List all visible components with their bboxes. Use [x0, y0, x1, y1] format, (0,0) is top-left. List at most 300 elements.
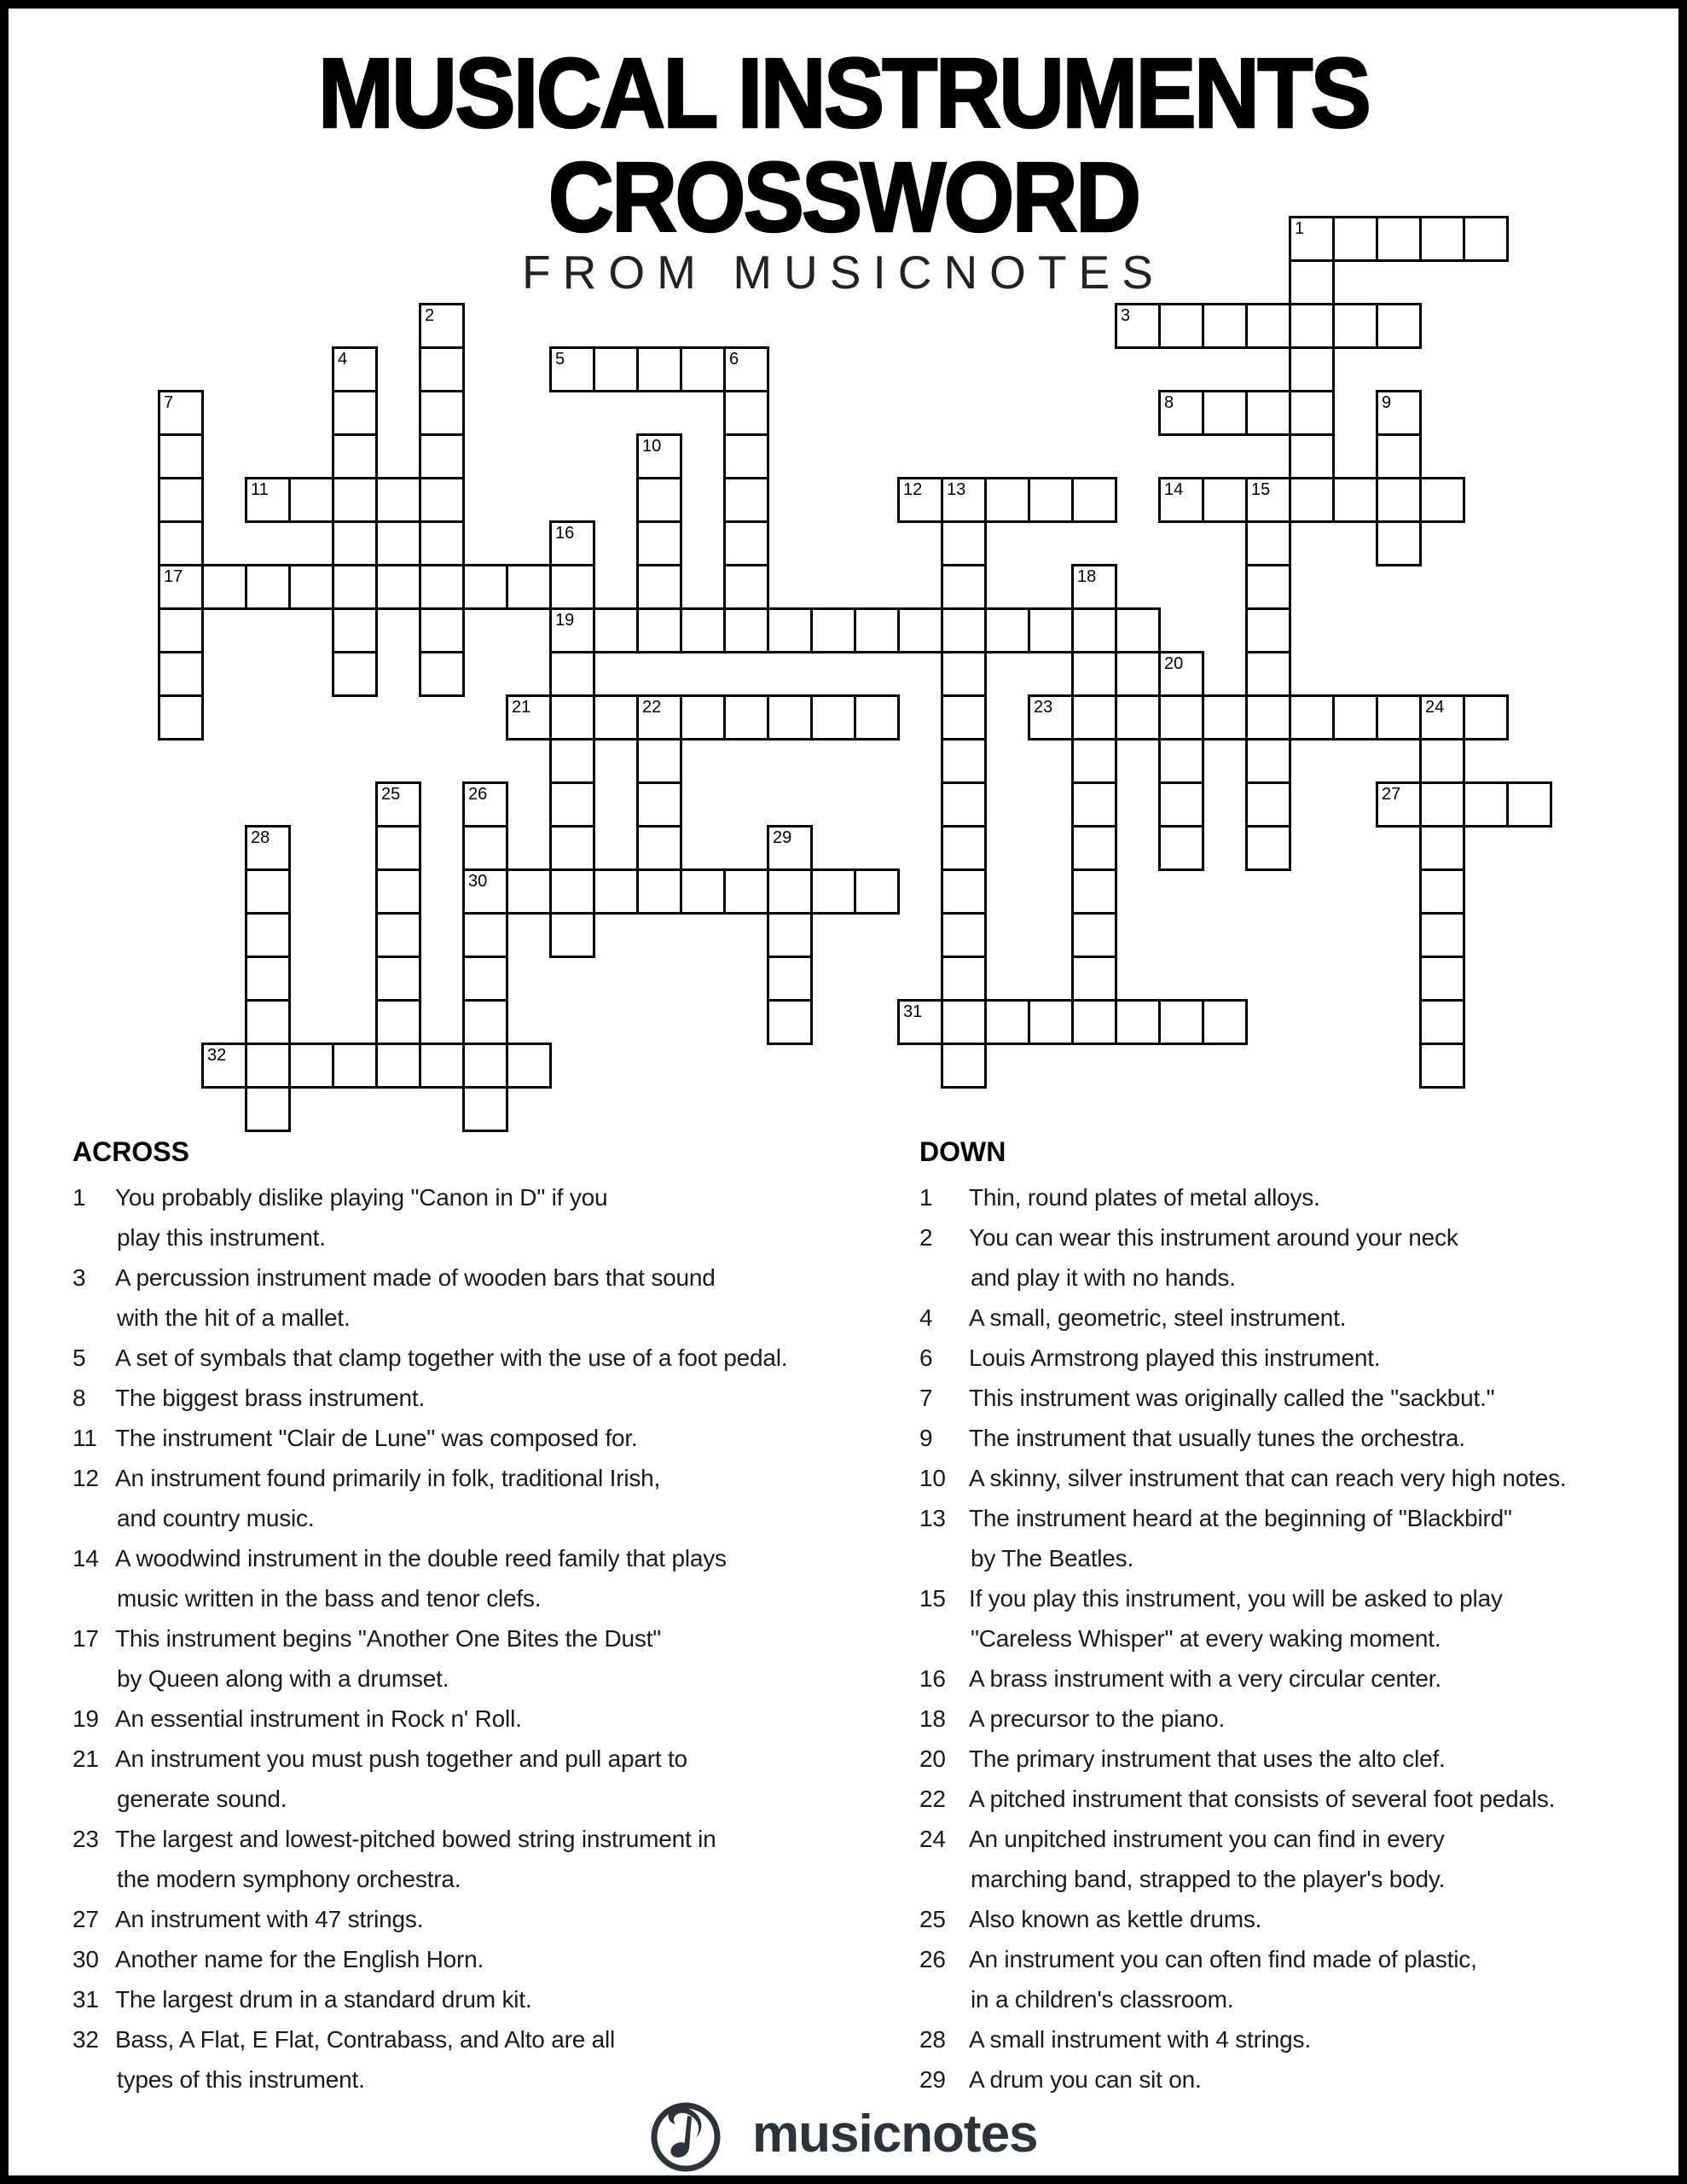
- grid-cell[interactable]: [1158, 781, 1204, 828]
- grid-cell[interactable]: [723, 868, 769, 915]
- clue-number: 17: [72, 1625, 99, 1652]
- grid-cell[interactable]: [288, 477, 334, 523]
- grid-cell[interactable]: [332, 564, 378, 610]
- grid-cell[interactable]: [245, 912, 291, 958]
- clue-text: The instrument heard at the beginning of "Blackbird": [969, 1505, 1512, 1531]
- grid-cell[interactable]: [332, 390, 378, 436]
- grid-cell[interactable]: [680, 868, 726, 915]
- grid-cell[interactable]: [636, 738, 682, 784]
- grid-cell[interactable]: [1071, 868, 1117, 915]
- grid-cell[interactable]: [897, 607, 943, 653]
- clue: [72, 1699, 787, 1739]
- grid-cell[interactable]: [1071, 694, 1117, 741]
- grid-cell[interactable]: [1071, 781, 1117, 828]
- crossword-grid: [158, 216, 1552, 1132]
- grid-cell[interactable]: [680, 607, 726, 653]
- grid-cell[interactable]: [941, 956, 987, 1002]
- grid-cell[interactable]: [419, 390, 465, 436]
- clue: [72, 1458, 787, 1498]
- clue: [919, 2059, 1566, 2100]
- grid-cell[interactable]: [810, 694, 856, 741]
- grid-cell[interactable]: [767, 956, 813, 1002]
- cell-number: 27: [1382, 785, 1401, 804]
- clue: [72, 2019, 787, 2059]
- grid-cell[interactable]: [1289, 216, 1335, 262]
- grid-cell[interactable]: [984, 607, 1030, 653]
- grid-cell[interactable]: [1202, 999, 1248, 1045]
- grid-cell[interactable]: [419, 651, 465, 697]
- grid-cell[interactable]: [1419, 781, 1465, 828]
- grid-cell[interactable]: [941, 1043, 987, 1089]
- grid-cell[interactable]: [245, 868, 291, 915]
- grid-cell[interactable]: [1245, 738, 1291, 784]
- clue-text: The instrument that usually tunes the orchestra.: [969, 1425, 1465, 1451]
- grid-cell[interactable]: [1071, 825, 1117, 871]
- grid-cell[interactable]: [767, 694, 813, 741]
- grid-cell[interactable]: [1071, 738, 1117, 784]
- grid-cell[interactable]: [1419, 956, 1465, 1002]
- grid-cell[interactable]: [1028, 694, 1074, 741]
- clue-text: The primary instrument that uses the alto clef.: [969, 1745, 1446, 1772]
- grid-cell[interactable]: [1245, 781, 1291, 828]
- grid-cell[interactable]: [1115, 694, 1161, 741]
- grid-cell[interactable]: [549, 781, 595, 828]
- grid-cell[interactable]: [549, 346, 595, 392]
- clue: [919, 1418, 1566, 1458]
- grid-cell[interactable]: [1245, 477, 1291, 523]
- cell-number: 23: [1034, 698, 1053, 717]
- cell-number: 15: [1251, 480, 1271, 499]
- clue: [919, 1699, 1566, 1739]
- grid-cell[interactable]: [1028, 999, 1074, 1045]
- cell-number: 4: [338, 350, 348, 369]
- grid-cell[interactable]: [419, 520, 465, 566]
- cell-number: 13: [947, 480, 966, 499]
- cell-number: 11: [251, 480, 269, 499]
- grid-cell[interactable]: [1419, 999, 1465, 1045]
- clue: [72, 1899, 787, 1939]
- grid-cell[interactable]: [593, 868, 639, 915]
- grid-cell[interactable]: [897, 477, 943, 523]
- grid-cell[interactable]: [941, 651, 987, 697]
- grid-cell[interactable]: [1115, 999, 1161, 1045]
- cell-number: 32: [207, 1046, 227, 1065]
- grid-cell[interactable]: [767, 999, 813, 1045]
- grid-cell[interactable]: [549, 694, 595, 741]
- clue: [72, 1378, 787, 1418]
- clue: [72, 1618, 787, 1658]
- grid-cell[interactable]: [723, 390, 769, 436]
- grid-cell[interactable]: [1245, 390, 1291, 436]
- grid-cell[interactable]: [636, 694, 682, 741]
- grid-cell[interactable]: [158, 433, 204, 479]
- grid-cell[interactable]: [1376, 520, 1422, 566]
- clue-number: 8: [72, 1385, 86, 1411]
- grid-cell[interactable]: [1071, 999, 1117, 1045]
- clue: [919, 1378, 1566, 1418]
- grid-cell[interactable]: [375, 1043, 421, 1089]
- cell-number: 29: [773, 828, 792, 847]
- grid-cell[interactable]: [462, 1086, 508, 1132]
- grid-cell[interactable]: [1245, 564, 1291, 610]
- grid-cell[interactable]: [1289, 694, 1335, 741]
- grid-cell[interactable]: [1463, 694, 1509, 741]
- grid-cell[interactable]: [680, 694, 726, 741]
- cell-number: 10: [642, 437, 662, 456]
- clue-number: 23: [72, 1826, 99, 1852]
- grid-cell[interactable]: [1245, 607, 1291, 653]
- clue-text: The largest drum in a standard drum kit.: [115, 1986, 532, 2013]
- grid-cell[interactable]: [288, 1043, 334, 1089]
- clue-number: 31: [72, 1986, 99, 2013]
- grid-cell[interactable]: [984, 477, 1030, 523]
- grid-cell[interactable]: [549, 520, 595, 566]
- cell-number: 18: [1077, 567, 1097, 586]
- grid-cell[interactable]: [549, 564, 595, 610]
- grid-cell[interactable]: [854, 694, 900, 741]
- grid-cell[interactable]: [201, 564, 247, 610]
- clue-number: 2: [919, 1224, 933, 1251]
- grid-cell[interactable]: [723, 520, 769, 566]
- grid-cell[interactable]: [723, 694, 769, 741]
- clue-number: 5: [72, 1345, 86, 1371]
- grid-cell[interactable]: [245, 477, 291, 523]
- clue-number: 6: [919, 1345, 933, 1371]
- grid-cell[interactable]: [767, 607, 813, 653]
- grid-cell[interactable]: [549, 912, 595, 958]
- down-clues-section: [919, 1135, 1566, 2100]
- grid-cell[interactable]: [1028, 477, 1074, 523]
- clue-text: A skinny, silver instrument that can reach very high notes.: [969, 1465, 1567, 1491]
- cell-number: 8: [1164, 393, 1174, 412]
- grid-cell[interactable]: [419, 564, 465, 610]
- clue-number: 26: [919, 1946, 946, 1972]
- grid-cell[interactable]: [1332, 694, 1378, 741]
- grid-cell[interactable]: [375, 477, 421, 523]
- clue-text: This instrument was originally called the "sackbut.": [969, 1385, 1495, 1411]
- grid-cell[interactable]: [245, 1086, 291, 1132]
- grid-cell[interactable]: [1158, 651, 1204, 697]
- grid-cell[interactable]: [723, 564, 769, 610]
- cell-number: 2: [425, 306, 435, 325]
- grid-cell[interactable]: [419, 303, 465, 349]
- grid-cell[interactable]: [1202, 477, 1248, 523]
- grid-cell[interactable]: [941, 999, 987, 1045]
- grid-cell[interactable]: [1376, 303, 1422, 349]
- grid-cell[interactable]: [1245, 520, 1291, 566]
- clue-text-continued: generate sound.: [117, 1786, 287, 1812]
- grid-cell[interactable]: [941, 781, 987, 828]
- grid-cell[interactable]: [419, 433, 465, 479]
- grid-cell[interactable]: [462, 781, 508, 828]
- cell-number: 6: [729, 350, 739, 369]
- grid-cell[interactable]: [158, 564, 204, 610]
- grid-cell[interactable]: [767, 912, 813, 958]
- grid-cell[interactable]: [1071, 651, 1117, 697]
- grid-cell[interactable]: [593, 607, 639, 653]
- grid-cell[interactable]: [1289, 259, 1335, 305]
- grid-cell[interactable]: [1419, 477, 1465, 523]
- grid-cell[interactable]: [1419, 912, 1465, 958]
- grid-cell[interactable]: [375, 781, 421, 828]
- grid-cell[interactable]: [419, 607, 465, 653]
- clue-number: 25: [919, 1906, 946, 1932]
- grid-cell[interactable]: [1071, 912, 1117, 958]
- cell-number: 16: [555, 524, 575, 543]
- cell-number: 30: [468, 872, 488, 891]
- grid-cell[interactable]: [1158, 390, 1204, 436]
- grid-cell[interactable]: [462, 564, 508, 610]
- clue-text: A pitched instrument that consists of several foot pedals.: [969, 1786, 1556, 1812]
- clue-text: An instrument you must push together and pull apart to: [115, 1745, 687, 1772]
- grid-cell[interactable]: [941, 912, 987, 958]
- clue: [919, 1899, 1566, 1939]
- grid-cell[interactable]: [462, 999, 508, 1045]
- grid-cell[interactable]: [1158, 477, 1204, 523]
- grid-cell[interactable]: [1419, 738, 1465, 784]
- grid-cell[interactable]: [1289, 433, 1335, 479]
- clue-text-continued: the modern symphony orchestra.: [117, 1866, 461, 1892]
- grid-cell[interactable]: [158, 651, 204, 697]
- grid-cell[interactable]: [1202, 694, 1248, 741]
- grid-cell[interactable]: [158, 520, 204, 566]
- grid-cell[interactable]: [375, 956, 421, 1002]
- grid-cell[interactable]: [549, 825, 595, 871]
- cell-number: 19: [555, 611, 575, 630]
- across-clue-list: [72, 1177, 787, 2100]
- clue-text: You probably dislike playing "Canon in D" if you: [115, 1184, 608, 1211]
- grid-cell[interactable]: [1245, 303, 1291, 349]
- clue-text: A drum you can sit on.: [969, 2066, 1202, 2093]
- grid-cell[interactable]: [245, 564, 291, 610]
- clue-text: You can wear this instrument around your neck: [969, 1224, 1458, 1251]
- grid-cell[interactable]: [375, 564, 421, 610]
- grid-cell[interactable]: [593, 346, 639, 392]
- grid-cell[interactable]: [810, 868, 856, 915]
- grid-cell[interactable]: [375, 868, 421, 915]
- down-clue-list: [919, 1177, 1566, 2100]
- grid-cell[interactable]: [636, 825, 682, 871]
- grid-cell[interactable]: [1289, 390, 1335, 436]
- grid-cell[interactable]: [506, 868, 552, 915]
- grid-cell[interactable]: [636, 477, 682, 523]
- grid-cell[interactable]: [375, 912, 421, 958]
- clue: [919, 1739, 1566, 1779]
- grid-cell[interactable]: [549, 868, 595, 915]
- grid-cell[interactable]: [158, 477, 204, 523]
- grid-cell[interactable]: [158, 607, 204, 653]
- clue: [72, 1939, 787, 1979]
- grid-cell[interactable]: [636, 781, 682, 828]
- grid-cell[interactable]: [419, 1043, 465, 1089]
- clue-number: 30: [72, 1946, 99, 1972]
- grid-cell[interactable]: [549, 607, 595, 653]
- clue: [919, 1217, 1566, 1258]
- grid-cell[interactable]: [1028, 607, 1074, 653]
- grid-cell[interactable]: [245, 999, 291, 1045]
- clue-text-continued: types of this instrument.: [117, 2066, 365, 2093]
- grid-cell[interactable]: [1289, 477, 1335, 523]
- grid-cell[interactable]: [1376, 433, 1422, 479]
- grid-cell[interactable]: [1419, 868, 1465, 915]
- grid-cell[interactable]: [1419, 825, 1465, 871]
- page-title-line1: MUSICAL INSTRUMENTS: [317, 38, 1370, 148]
- grid-cell[interactable]: [1158, 999, 1204, 1045]
- cell-number: 21: [512, 698, 531, 717]
- clue: [72, 1538, 787, 1578]
- grid-cell[interactable]: [941, 694, 987, 741]
- grid-cell[interactable]: [897, 999, 943, 1045]
- grid-cell[interactable]: [1245, 825, 1291, 871]
- grid-cell[interactable]: [1289, 303, 1335, 349]
- grid-cell[interactable]: [1376, 477, 1422, 523]
- grid-cell[interactable]: [158, 694, 204, 741]
- grid-cell[interactable]: [1419, 216, 1465, 262]
- clue-text-continued: play this instrument.: [117, 1224, 326, 1251]
- grid-cell[interactable]: [1289, 346, 1335, 392]
- grid-cell[interactable]: [506, 694, 552, 741]
- grid-cell[interactable]: [506, 1043, 552, 1089]
- grid-cell[interactable]: [462, 912, 508, 958]
- grid-cell[interactable]: [680, 346, 726, 392]
- grid-cell[interactable]: [549, 651, 595, 697]
- grid-cell[interactable]: [854, 607, 900, 653]
- clue: [72, 1739, 787, 1779]
- clue-number: 10: [919, 1465, 946, 1491]
- grid-cell[interactable]: [854, 868, 900, 915]
- grid-cell[interactable]: [332, 520, 378, 566]
- grid-cell[interactable]: [1332, 477, 1378, 523]
- grid-cell[interactable]: [1376, 390, 1422, 436]
- grid-cell[interactable]: [723, 477, 769, 523]
- grid-cell[interactable]: [201, 1043, 247, 1089]
- clue-number: 18: [919, 1705, 946, 1732]
- grid-cell[interactable]: [1158, 303, 1204, 349]
- grid-cell[interactable]: [941, 825, 987, 871]
- grid-cell[interactable]: [1115, 303, 1161, 349]
- grid-cell[interactable]: [984, 999, 1030, 1045]
- grid-cell[interactable]: [941, 477, 987, 523]
- grid-cell[interactable]: [1071, 477, 1117, 523]
- down-header: DOWN: [919, 1136, 1006, 1167]
- grid-cell[interactable]: [1463, 781, 1509, 828]
- clue: [919, 1498, 1566, 1538]
- clue: [919, 1939, 1566, 1979]
- grid-cell[interactable]: [1158, 738, 1204, 784]
- grid-cell[interactable]: [1158, 825, 1204, 871]
- grid-cell[interactable]: [506, 564, 552, 610]
- grid-cell[interactable]: [636, 520, 682, 566]
- grid-cell[interactable]: [1158, 694, 1204, 741]
- clue-text-continued: music written in the bass and tenor clefs.: [117, 1585, 542, 1612]
- grid-cell[interactable]: [1071, 564, 1117, 610]
- grid-cell[interactable]: [245, 956, 291, 1002]
- grid-cell[interactable]: [332, 651, 378, 697]
- grid-cell[interactable]: [1245, 694, 1291, 741]
- grid-cell[interactable]: [1419, 1043, 1465, 1089]
- grid-cell[interactable]: [549, 738, 595, 784]
- grid-cell[interactable]: [332, 346, 378, 392]
- grid-cell[interactable]: [1071, 956, 1117, 1002]
- grid-cell[interactable]: [245, 825, 291, 871]
- clue-number: 13: [919, 1505, 946, 1531]
- clue-text-continued: and country music.: [117, 1505, 315, 1531]
- grid-cell[interactable]: [941, 738, 987, 784]
- grid-cell[interactable]: [723, 346, 769, 392]
- grid-cell[interactable]: [375, 999, 421, 1045]
- grid-cell[interactable]: [375, 825, 421, 871]
- grid-cell[interactable]: [1376, 694, 1422, 741]
- clue-text: Another name for the English Horn.: [115, 1946, 484, 1972]
- grid-cell[interactable]: [462, 1043, 508, 1089]
- grid-cell[interactable]: [636, 564, 682, 610]
- grid-cell[interactable]: [462, 956, 508, 1002]
- clue-text: This instrument begins "Another One Bites the Dust": [115, 1625, 661, 1652]
- grid-cell[interactable]: [332, 1043, 378, 1089]
- grid-cell[interactable]: [462, 825, 508, 871]
- grid-cell[interactable]: [636, 868, 682, 915]
- clue-text-continued: by The Beatles.: [971, 1545, 1134, 1571]
- grid-cell[interactable]: [245, 1043, 291, 1089]
- grid-cell[interactable]: [941, 607, 987, 653]
- grid-cell[interactable]: [332, 477, 378, 523]
- grid-cell[interactable]: [941, 520, 987, 566]
- grid-cell[interactable]: [1245, 651, 1291, 697]
- grid-cell[interactable]: [1376, 781, 1422, 828]
- grid-cell[interactable]: [1071, 607, 1117, 653]
- grid-cell[interactable]: [723, 433, 769, 479]
- grid-cell[interactable]: [1419, 694, 1465, 741]
- grid-cell[interactable]: [767, 868, 813, 915]
- grid-cell[interactable]: [810, 607, 856, 653]
- grid-cell[interactable]: [1506, 781, 1552, 828]
- grid-cell[interactable]: [1202, 303, 1248, 349]
- clue-number: 1: [919, 1184, 933, 1211]
- clue-number: 7: [919, 1385, 933, 1411]
- grid-cell[interactable]: [941, 868, 987, 915]
- grid-cell[interactable]: [332, 433, 378, 479]
- grid-cell[interactable]: [419, 477, 465, 523]
- grid-cell[interactable]: [636, 607, 682, 653]
- grid-cell[interactable]: [1332, 303, 1378, 349]
- clue: [919, 1177, 1566, 1217]
- clue-text: An instrument found primarily in folk, traditional Irish,: [115, 1465, 661, 1491]
- grid-cell[interactable]: [419, 346, 465, 392]
- grid-cell[interactable]: [593, 694, 639, 741]
- grid-cell[interactable]: [941, 564, 987, 610]
- grid-cell[interactable]: [1202, 390, 1248, 436]
- grid-cell[interactable]: [636, 346, 682, 392]
- grid-cell[interactable]: [636, 433, 682, 479]
- grid-cell[interactable]: [288, 564, 334, 610]
- clue-text: A percussion instrument made of wooden bars that sound: [115, 1264, 716, 1291]
- clue-number: 3: [72, 1264, 86, 1291]
- grid-cell[interactable]: [1332, 216, 1378, 262]
- grid-cell[interactable]: [767, 825, 813, 871]
- grid-cell[interactable]: [1115, 607, 1161, 653]
- clue-number: 32: [72, 2026, 99, 2053]
- grid-cell[interactable]: [1376, 216, 1422, 262]
- grid-cell[interactable]: [332, 607, 378, 653]
- grid-cell[interactable]: [158, 390, 204, 436]
- grid-cell[interactable]: [462, 868, 508, 915]
- clue: [919, 1578, 1566, 1618]
- clue: [919, 1338, 1566, 1378]
- grid-cell[interactable]: [1463, 216, 1509, 262]
- cell-number: 3: [1121, 306, 1131, 325]
- grid-cell[interactable]: [723, 607, 769, 653]
- clue-number: 22: [919, 1786, 946, 1812]
